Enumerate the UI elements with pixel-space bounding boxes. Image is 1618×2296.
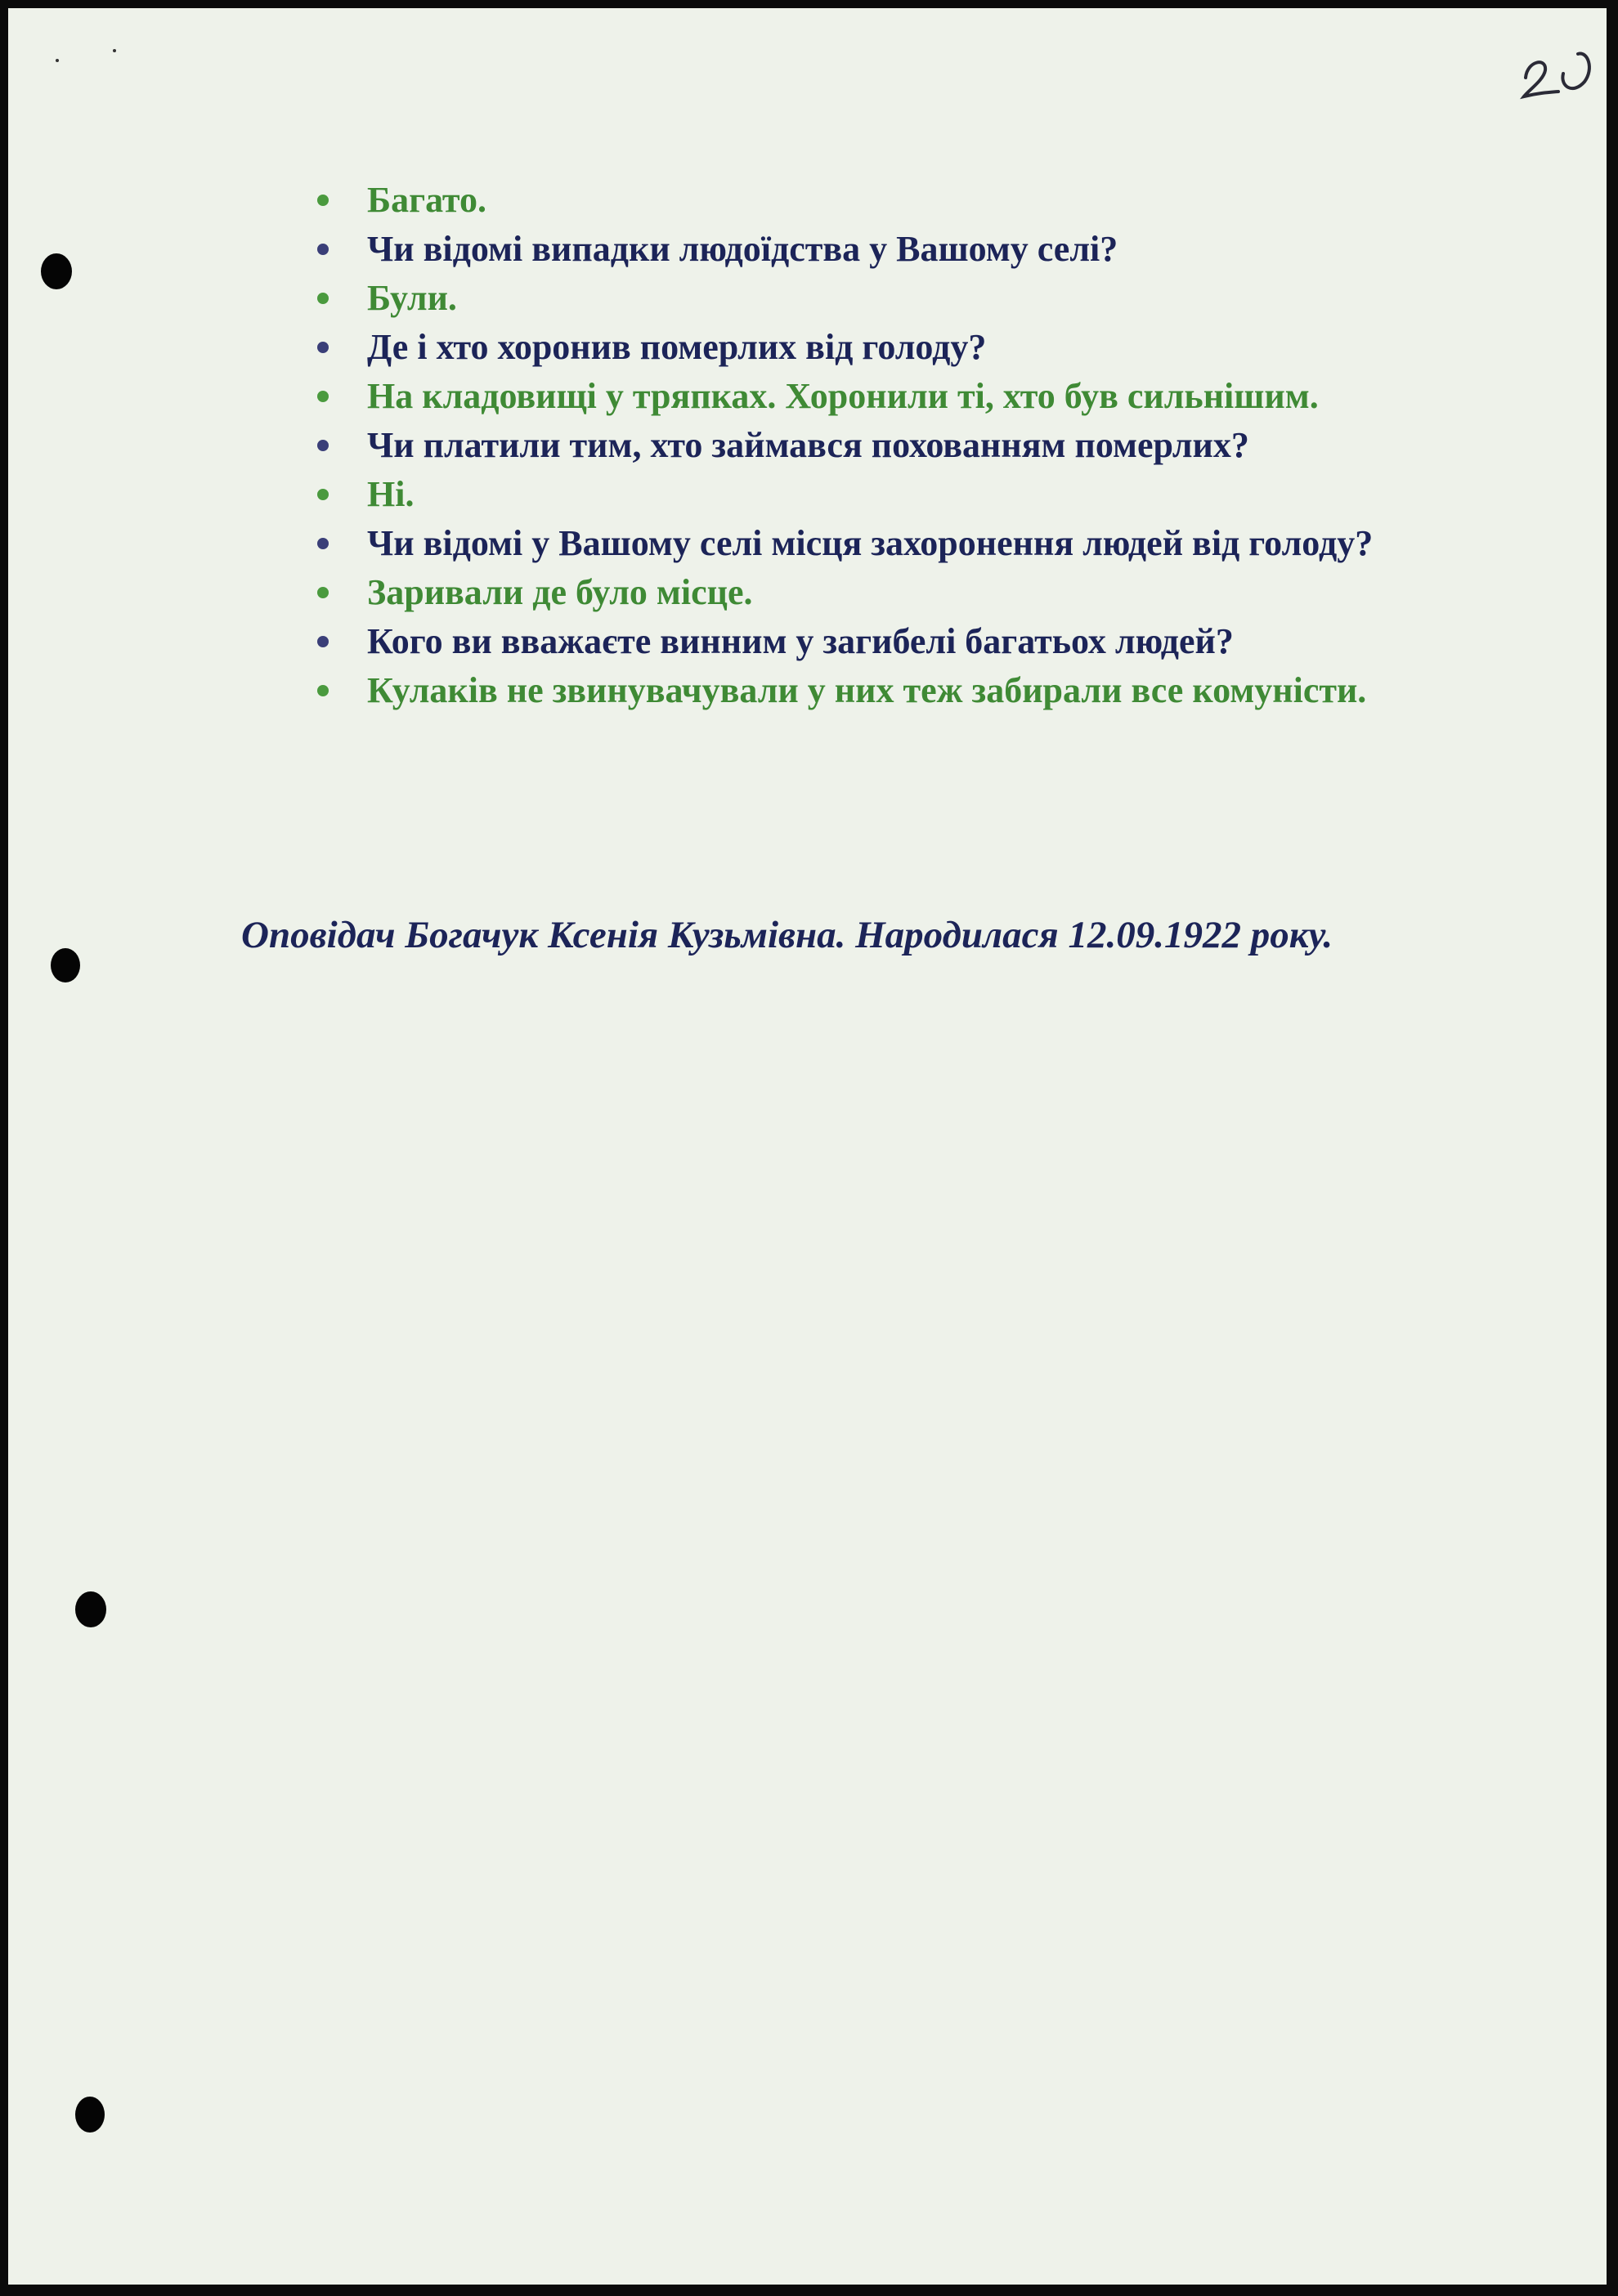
question-item: [311, 323, 1455, 372]
question-text: Чи відомі у Вашому селі місця захоронення людей від голоду?: [367, 523, 1374, 563]
bullet-icon: [317, 489, 329, 500]
question-text: Чи платили тим, хто займався похованням померлих?: [367, 425, 1249, 465]
stray-mark: [56, 59, 59, 62]
question-item: [311, 519, 1455, 568]
answer-item: [311, 176, 1455, 225]
question-item: [311, 617, 1455, 666]
bullet-icon: [317, 538, 329, 549]
question-item: [311, 225, 1455, 274]
punch-hole: [75, 1591, 106, 1627]
answer-item: [311, 470, 1455, 519]
answer-text: Кулаків не звинувачували у них теж забирали все комуністи.: [367, 670, 1367, 710]
answer-text: Були.: [367, 278, 457, 318]
answer-text: Багато.: [367, 180, 486, 220]
bullet-icon: [317, 195, 329, 206]
punch-hole: [51, 948, 80, 982]
answer-item: [311, 274, 1455, 323]
bullet-icon: [317, 440, 329, 451]
bullet-icon: [317, 685, 329, 696]
question-text: Кого ви вважаєте винним у загибелі багатьох людей?: [367, 621, 1234, 661]
punch-hole: [41, 253, 72, 289]
bullet-icon: [317, 636, 329, 647]
stray-mark: [113, 49, 116, 52]
answer-text: Заривали де було місце.: [367, 572, 753, 612]
answer-text: Ні.: [367, 474, 415, 514]
answer-text: На кладовищі у тряпках. Хоронили ті, хто був сильнішим.: [367, 376, 1319, 416]
answer-item: [311, 372, 1455, 421]
bullet-icon: [317, 391, 329, 402]
question-text: Де і хто хоронив померлих від голоду?: [367, 327, 987, 367]
question-item: [311, 421, 1455, 470]
answer-item: [311, 568, 1455, 617]
bullet-icon: [317, 587, 329, 598]
bullet-icon: [317, 342, 329, 353]
question-text: Чи відомі випадки людоїдства у Вашому селі?: [367, 229, 1118, 269]
narrator-note: Оповідач Богачук Ксенія Кузьмівна. Народилася 12.09.1922 року.: [241, 914, 1333, 956]
document-page: [8, 8, 1607, 2285]
handwritten-page-number: [1514, 33, 1604, 106]
punch-hole: [75, 2097, 105, 2133]
answer-item: [311, 666, 1455, 715]
bullet-icon: [317, 244, 329, 255]
bullet-icon: [317, 293, 329, 304]
handwritten-page-number-drawing: [1514, 33, 1604, 106]
interview-qa-list: [311, 176, 1455, 715]
